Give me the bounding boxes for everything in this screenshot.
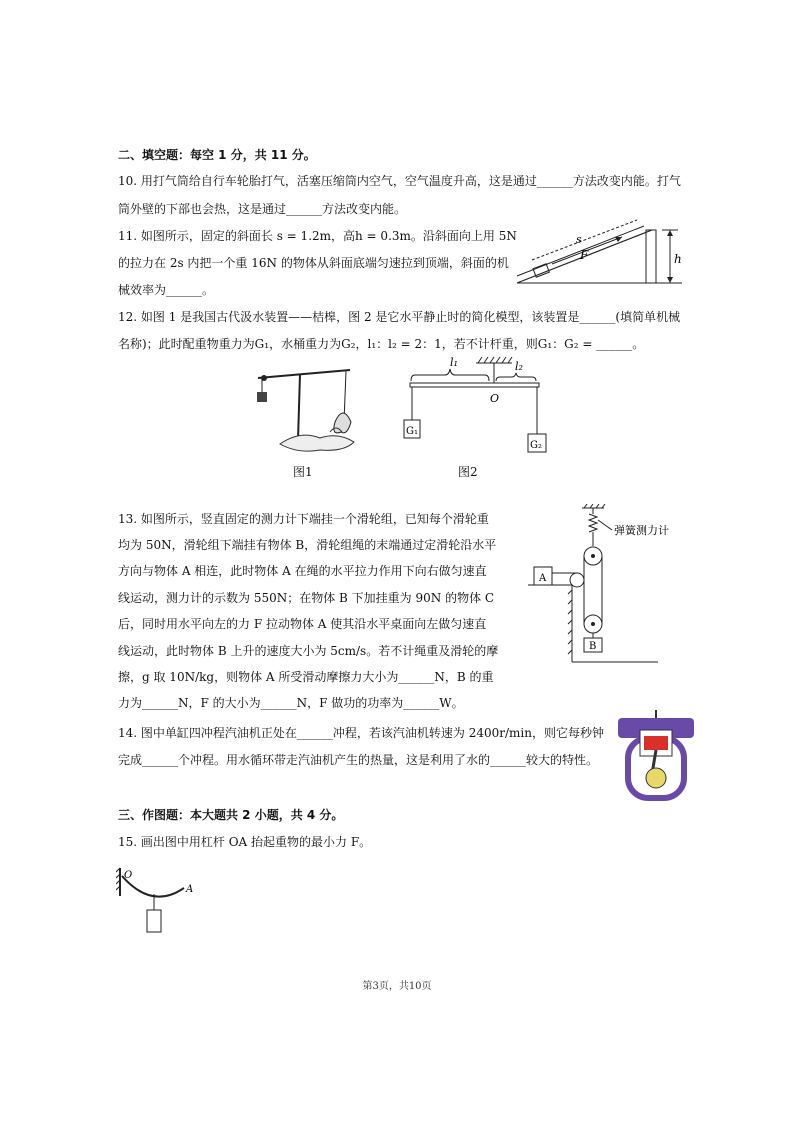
label-g1: G₁: [406, 426, 418, 437]
label-o: O: [490, 392, 500, 405]
q10-line2: 筒外壁的下部也会热，这是通过______方法改变内能。: [118, 202, 407, 216]
spring-scale-label: 弹簧测力计: [614, 524, 669, 537]
engine-figure: [612, 708, 700, 804]
q12-line2: 名称)；此时配重物重力为G₁，水桶重力为G₂，l₁：l₂ = 2：1，若不计杆重，则G₁：G₂ = ______。: [118, 337, 645, 351]
q13-line2: 均为 50N，滑轮组下端挂有物体 B，滑轮组绳的末端通过定滑轮沿水平: [118, 538, 497, 552]
q11-line2: 的拉力在 2s 内把一个重 16N 的物体从斜面底端匀速拉到顶端，斜面的机: [118, 256, 509, 270]
q12-line1: 12. 如图 1 是我国古代汲水装置——桔槔，图 2 是它水平静止时的简化模型，该装置是______(填简单机械: [118, 310, 681, 324]
q10-line1: 10. 用打气筒给自行车轮胎打气，活塞压缩筒内空气，空气温度升高，这是通过______方法改变内能。打气: [118, 174, 681, 188]
figure-1-caption: 图1: [293, 465, 313, 479]
q13-line3: 方向与物体 A 相连，此时物体 A 在绳的水平拉力作用下向右做匀速直: [118, 564, 487, 578]
pulley-system-figure: [528, 504, 723, 664]
incline-figure: [512, 208, 692, 288]
q13-line1: 13. 如图所示，竖直固定的测力计下端挂一个滑轮组，已知每个滑轮重: [118, 512, 489, 526]
pulley-label-a: A: [539, 573, 547, 584]
label-l1: l₁: [450, 356, 458, 369]
lever-model-figure-2: [400, 354, 560, 456]
q14-line2: 完成______个冲程。用水循环带走汽油机产生的热量，这是利用了水的______较大的特性。: [118, 753, 599, 767]
section-3-title: 三、作图题：本大题共 2 小题，共 4 分。: [118, 808, 344, 822]
pulley-label-b: B: [589, 641, 597, 652]
q13-line4: 线运动，测力计的示数为 550N；在物体 B 下加挂重为 90N 的物体 C: [118, 591, 495, 605]
q13-line8: 力为______N，F 的大小为______N，F 做功的功率为______W。: [118, 696, 464, 710]
incline-label-f: F: [580, 248, 589, 262]
label-g2: G₂: [530, 440, 542, 451]
q13-line5: 后，同时用水平向左的力 F 拉动物体 A 使其沿水平桌面向左做匀速直: [118, 617, 487, 631]
lever-label-a: A: [186, 884, 194, 895]
q14-line1: 14. 图中单缸四冲程汽油机正处在______冲程，若该汽油机转速为 2400r/min，则它每秒钟: [118, 726, 604, 740]
section-2-title: 二、填空题：每空 1 分，共 11 分。: [118, 148, 316, 162]
figure-2-caption: 图2: [458, 465, 478, 479]
q11-line1: 11. 如图所示，固定的斜面长 s = 1.2m，高h = 0.3m。沿斜面向上用 5N: [118, 229, 517, 243]
incline-label-s: s: [576, 233, 582, 246]
well-sweep-figure-1: [250, 362, 360, 454]
incline-label-h: h: [674, 252, 682, 266]
q13-line7: 擦，g 取 10N/kg，则物体 A 所受滑动摩擦力大小为______N，B 的重: [118, 670, 494, 684]
label-l2: l₂: [515, 360, 523, 373]
page-footer: 第3页，共10页: [362, 981, 432, 992]
q15-line1: 15. 画出图中用杠杆 OA 抬起重物的最小力 F。: [118, 835, 372, 849]
q13-line6: 线运动，此时物体 B 上升的速度大小为 5cm/s。若不计绳重及滑轮的摩: [118, 644, 499, 658]
lever-oa-figure: [116, 866, 196, 936]
lever-label-o: O: [124, 870, 133, 881]
q11-line3: 械效率为______。: [118, 283, 215, 297]
